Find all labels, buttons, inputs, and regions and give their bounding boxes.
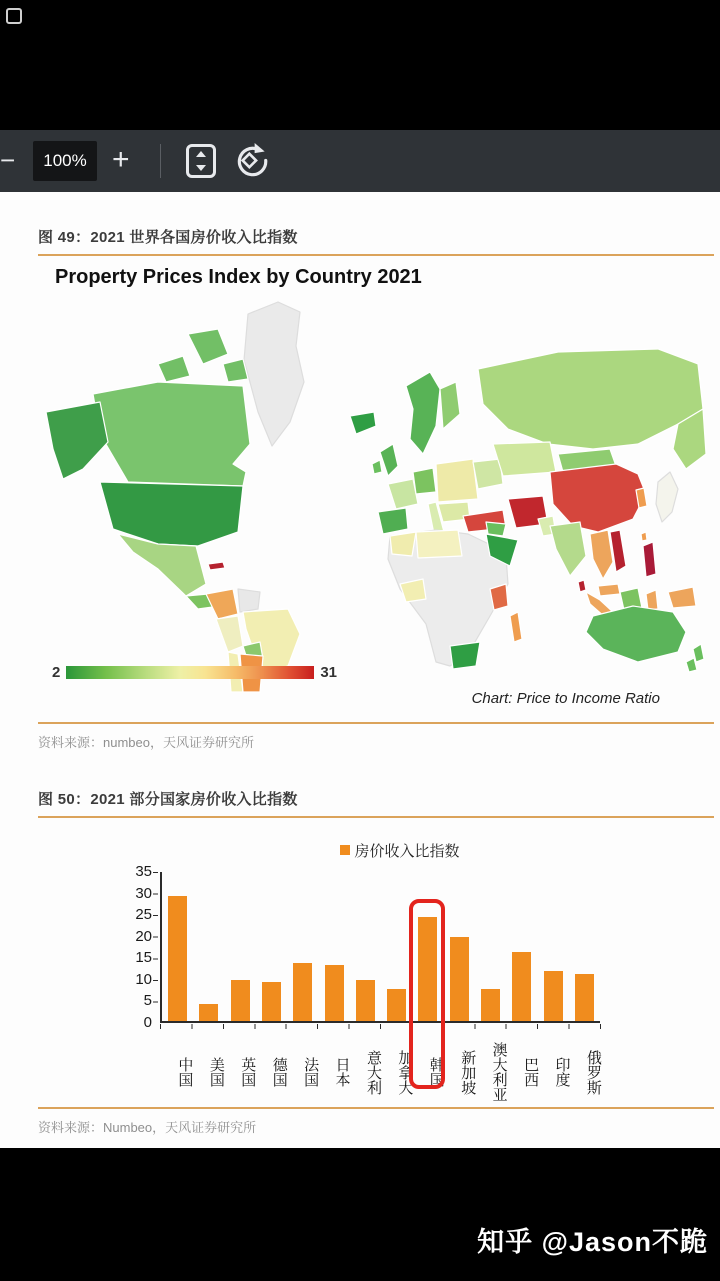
bar-column bbox=[162, 872, 193, 1021]
fig49-bottom-rule bbox=[38, 722, 714, 724]
world-map-choropleth bbox=[38, 294, 714, 694]
bar-巴西 bbox=[512, 952, 531, 1021]
bottom-black-bar bbox=[0, 1148, 720, 1281]
legend-swatch-icon bbox=[340, 845, 350, 855]
fig50-source: 资料来源：Numbeo，天风证券研究所 bbox=[38, 1120, 257, 1135]
y-axis-tick-label: 30 bbox=[135, 884, 152, 902]
x-axis-label: 日本 bbox=[333, 1057, 350, 1087]
rotate-icon bbox=[233, 142, 271, 180]
bar-澳大利亚 bbox=[481, 989, 500, 1021]
y-axis-tick-label: 20 bbox=[135, 927, 152, 945]
fig50-heading: 图 50：2021 部分国家房价收入比指数 bbox=[38, 791, 298, 808]
x-axis-label: 德国 bbox=[270, 1057, 287, 1087]
bar-column bbox=[475, 872, 506, 1021]
map-title: Property Prices Index by Country 2021 bbox=[55, 266, 422, 288]
x-axis-label: 美国 bbox=[207, 1057, 224, 1087]
document-page bbox=[0, 192, 720, 1148]
triangle-up-icon bbox=[196, 151, 206, 157]
y-axis bbox=[118, 863, 152, 1031]
bar-column bbox=[381, 872, 412, 1021]
bar-俄罗斯 bbox=[575, 974, 594, 1021]
y-axis-tick-label: 15 bbox=[135, 949, 152, 967]
bar-plot-area bbox=[160, 872, 600, 1023]
x-axis-label: 印度 bbox=[553, 1057, 570, 1087]
x-axis-label: 加拿大 bbox=[396, 1049, 413, 1095]
bar-加拿大 bbox=[387, 989, 406, 1021]
y-axis-tick-label: 25 bbox=[135, 906, 152, 924]
bar-column bbox=[444, 872, 475, 1021]
zoom-out-button[interactable]: − bbox=[0, 145, 16, 175]
scale-max-label: 31 bbox=[320, 664, 338, 681]
x-axis-label: 英国 bbox=[239, 1057, 256, 1087]
bar-印度 bbox=[544, 971, 563, 1021]
bar-德国 bbox=[262, 982, 281, 1021]
window-icon bbox=[6, 8, 22, 24]
world-map-svg bbox=[38, 294, 714, 694]
rotate-button[interactable] bbox=[233, 142, 271, 180]
x-axis-label: 澳大利亚 bbox=[490, 1042, 507, 1102]
bar-日本 bbox=[325, 965, 344, 1021]
bar-意大利 bbox=[356, 980, 375, 1021]
y-axis-tick-label: 10 bbox=[135, 970, 152, 988]
bar-column bbox=[256, 872, 287, 1021]
bar-column bbox=[569, 872, 600, 1021]
bar-column bbox=[225, 872, 256, 1021]
fig50-top-rule bbox=[38, 816, 714, 818]
pdf-toolbar bbox=[0, 130, 720, 192]
fig49-heading: 图 49：2021 世界各国房价收入比指数 bbox=[38, 229, 298, 246]
fig49-source: 资料来源：numbeo，天风证券研究所 bbox=[38, 735, 254, 750]
top-black-bar bbox=[0, 0, 720, 130]
zoom-level-field[interactable]: 100% bbox=[33, 141, 97, 181]
bar-新加坡 bbox=[450, 937, 469, 1021]
bar-法国 bbox=[293, 963, 312, 1021]
x-axis-label: 俄罗斯 bbox=[584, 1049, 601, 1095]
x-axis-label: 意大利 bbox=[364, 1049, 381, 1095]
watermark: 知乎 @Jason不跪 bbox=[477, 1227, 708, 1257]
y-axis-tick-label: 35 bbox=[135, 863, 152, 880]
bar-column bbox=[318, 872, 349, 1021]
x-axis-ticks bbox=[160, 1024, 601, 1029]
color-gradient-bar bbox=[66, 666, 314, 679]
x-axis-label: 新加坡 bbox=[459, 1049, 476, 1095]
y-axis-tick-label: 0 bbox=[143, 1014, 152, 1031]
x-axis-label: 巴西 bbox=[522, 1057, 539, 1087]
bar-美国 bbox=[199, 1004, 218, 1021]
map-caption: Chart: Price to Income Ratio bbox=[471, 690, 660, 707]
scale-min-label: 2 bbox=[52, 664, 61, 681]
fig49-top-rule bbox=[38, 254, 714, 256]
fit-to-page-button[interactable] bbox=[186, 144, 216, 178]
zoom-in-button[interactable]: + bbox=[112, 143, 130, 176]
chart-legend bbox=[160, 840, 640, 861]
fig50-bottom-rule bbox=[38, 1107, 714, 1109]
x-axis-label: 法国 bbox=[302, 1057, 319, 1087]
map-color-scale bbox=[52, 664, 337, 681]
bar-column bbox=[287, 872, 318, 1021]
x-axis-label: 韩国 bbox=[427, 1057, 444, 1087]
korea-highlight-box bbox=[409, 899, 445, 1089]
fit-to-page-icon bbox=[186, 144, 216, 178]
bar-column bbox=[537, 872, 568, 1021]
toolbar-divider bbox=[160, 144, 161, 178]
x-axis-labels bbox=[160, 1032, 600, 1112]
bar-column bbox=[350, 872, 381, 1021]
y-axis-tick-label: 5 bbox=[143, 992, 152, 1010]
bar-中国 bbox=[168, 896, 187, 1021]
bar-英国 bbox=[231, 980, 250, 1021]
y-axis-ticks bbox=[153, 872, 158, 1023]
legend-label: 房价收入比指数 bbox=[354, 844, 460, 860]
triangle-down-icon bbox=[196, 165, 206, 171]
bar-column bbox=[193, 872, 224, 1021]
bar-column bbox=[506, 872, 537, 1021]
x-axis-label: 中国 bbox=[176, 1057, 193, 1087]
